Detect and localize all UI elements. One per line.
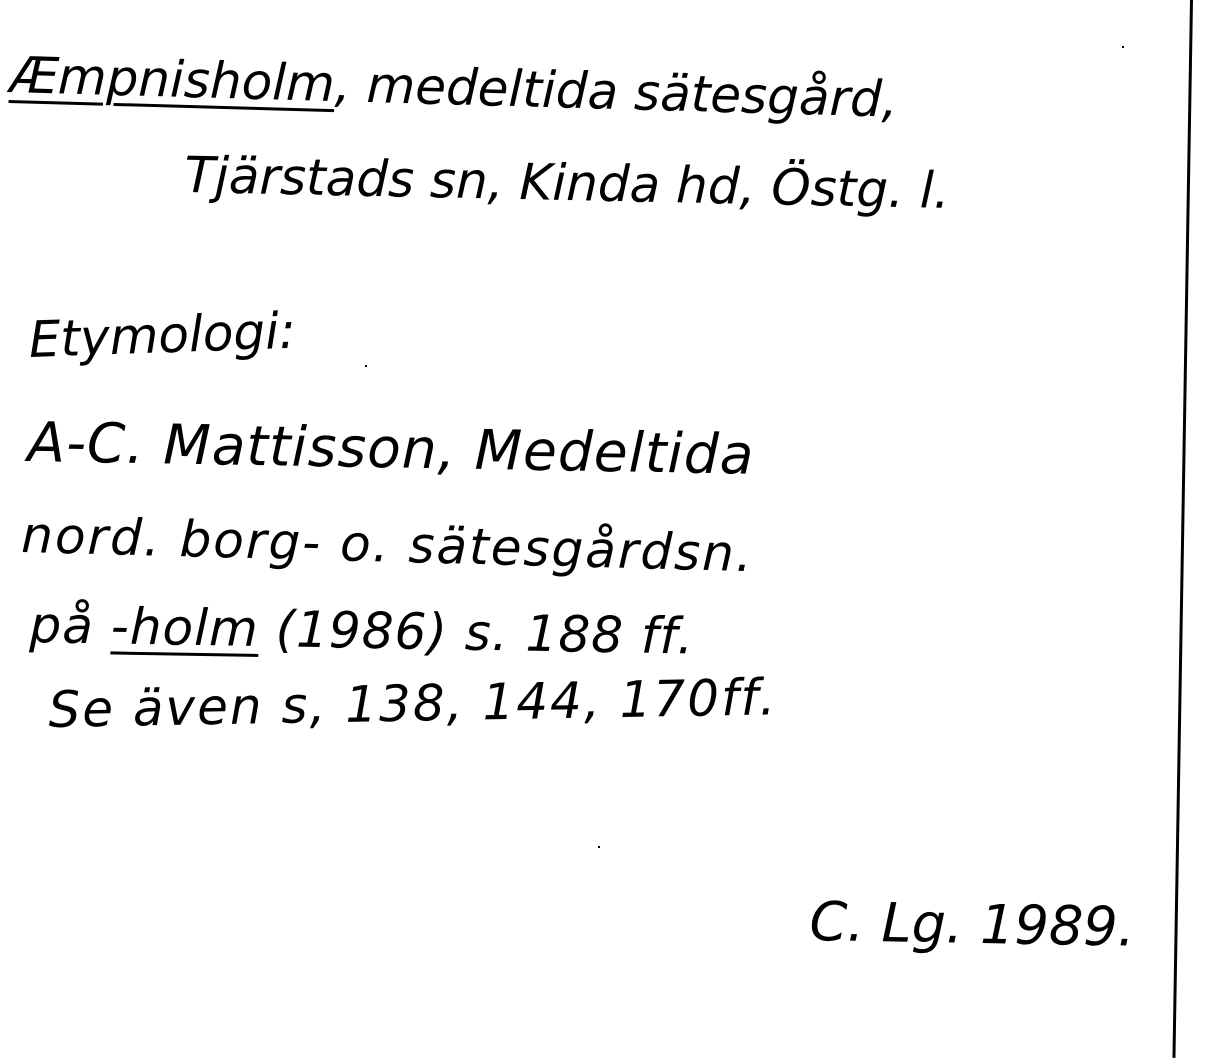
reference-underlined-term: -holm xyxy=(110,597,260,658)
scan-speck xyxy=(1122,46,1124,48)
header-location: Tjärstads sn, Kinda hd, Östg. l. xyxy=(183,146,951,221)
signature: C. Lg. 1989. xyxy=(808,890,1136,959)
etymology-reference-1: A-C. Mattisson, Medeltida xyxy=(26,410,755,487)
reference-year-page: (1986) s. 188 ff. xyxy=(275,600,695,666)
header-description: , medeltida sätesgård, xyxy=(334,55,899,129)
etymology-reference-2: nord. borg- o. sätesgårdsn. xyxy=(20,506,755,584)
reference-prefix: på xyxy=(29,596,95,656)
headword: Æmpnisholm xyxy=(8,46,336,114)
card-right-edge xyxy=(1172,0,1193,1058)
header-line-1 xyxy=(8,46,899,129)
etymology-heading: Etymologi: xyxy=(27,301,297,369)
scan-speck xyxy=(365,365,367,367)
scan-speck xyxy=(598,846,600,848)
see-also-pages: Se även s, 138, 144, 170ff. xyxy=(47,668,778,739)
etymology-reference-3 xyxy=(29,596,695,666)
